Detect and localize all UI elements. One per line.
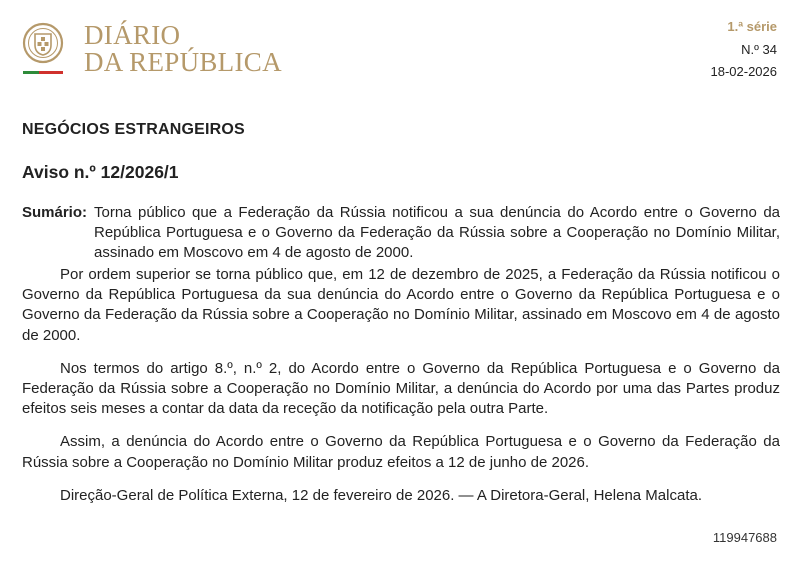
masthead-title <box>84 22 282 76</box>
body-paragraph: Assim, a denúncia do Acordo entre o Governo da República Portuguesa e o Governo da Federação da Rússia sobre a Cooperação no Domínio Militar produz efeitos a 12 de junho de 2026. <box>22 433 780 471</box>
document-body <box>22 265 780 519</box>
issue-number: N.º 34 <box>741 41 777 57</box>
body-paragraph: Nos termos do artigo 8.º, n.º 2, do Acordo entre o Governo da República Portuguesa e o Governo da Federação da Rússia sobre a Cooperação no Domínio Militar, a denúncia do Acordo por uma das Partes produz efeitos seis meses a contar da data da receção da notificação pela outra Parte. <box>22 359 780 418</box>
coat-of-arms-icon <box>22 21 64 77</box>
summary-block <box>22 203 780 263</box>
section-title: NEGÓCIOS ESTRANGEIROS <box>22 121 245 138</box>
summary-text: Torna público que a Federação da Rússia notificou a sua denúncia do Acordo entre o Governo da República Portuguesa e o Governo da Federação da Rússia sobre a Cooperação no Domínio Militar, assinado em Moscovo em 4 de agosto de 2000. <box>94 204 780 261</box>
issue-date: 18-02-2026 <box>710 64 777 79</box>
document-reference: 119947688 <box>712 530 777 545</box>
signature-line: Direção-Geral de Política Externa, 12 de fevereiro de 2026. — A Diretora-Geral, Helena Malcata. <box>60 486 702 504</box>
issue-serie: 1.ª série <box>727 19 777 34</box>
issue-meta <box>711 16 778 84</box>
masthead-line-1: DIÁRIO <box>84 20 181 50</box>
summary-label: Sumário: <box>22 204 88 221</box>
page-header <box>0 0 811 100</box>
body-paragraph: Por ordem superior se torna público que, em 12 de dezembro de 2025, a Federação da Rússia notificou o Governo da República Portuguesa da sua denúncia do Acordo entre o Governo da República Portuguesa e o Governo da Federação da Rússia sobre a Cooperação no Domínio Militar, assinado em Moscovo em 4 de agosto de 2000. <box>22 266 780 344</box>
masthead-line-2: DA REPÚBLICA <box>84 47 282 77</box>
notice-title: Aviso n.º 12/2026/1 <box>22 162 179 182</box>
